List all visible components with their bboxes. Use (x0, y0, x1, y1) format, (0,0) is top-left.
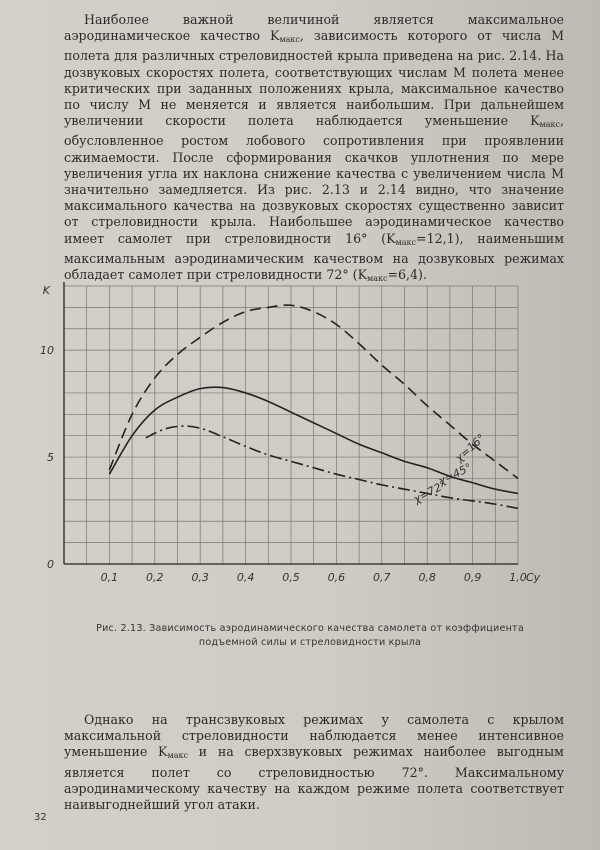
x-tick-label: 0,1 (100, 571, 119, 584)
x-axis-label: Cy (526, 571, 541, 584)
x-tick-label: 1,0 (509, 571, 527, 584)
series-label-2: χ=45° (436, 460, 474, 488)
figure-2-13-chart (30, 272, 550, 597)
y-tick-label: 10 (40, 344, 54, 358)
x-tick-label: 0,4 (236, 571, 255, 584)
x-tick-label: 0,5 (282, 571, 300, 584)
y-tick-label: 0 (47, 558, 54, 571)
paragraph-1: Наиболее важной величиной является максимальное аэродинамическое качество $K_{макс}$, зависимость которого от числа M полета для различных стреловидностей крыла приведена на рис. 2.14. На дозвуковых скоростях полета, соответствующих числам M полета менее критических при заданных положениях крыла, максимальное качество по числу M не меняется и является наибольшим. При дальнейшем увеличении скорости полета наблюдается уменьшение $K_{макс}$, обусловленное ростом лобового сопротивления при проявлении сжимаемости. После сформирования скачков уплотнения по мере увеличения угла их наклона снижение качества с увеличением числа M значительно замедляется. Из рис. 2.13 и 2.14 видно, что значение максимального качества на дозвуковых скоростях существенно зависит от стреловидности крыла. Наибольшее аэродинамическое качество имеет самолет при стреловидности 16° $(K_{макс}=12,1)$, наименьшим максимальным аэродинамическим качеством на дозвуковых режимах обладает самолет при стреловидности 72° $(K_{макс}=6,4)$. (64, 12, 564, 284)
figure-caption: Рис. 2.13. Зависимость аэродинамического качества самолета от коэффициента подъемной силы и стреловидности крыла (96, 623, 524, 648)
x-tick-label: 0,6 (327, 571, 346, 584)
x-tick-label: 0,2 (146, 571, 164, 584)
y-axis-label: K (42, 284, 50, 297)
x-tick-label: 0,7 (373, 571, 391, 584)
x-tick-label: 0,8 (418, 571, 436, 584)
y-tick-label: 5 (47, 451, 54, 465)
series-label-1: χ=16° (452, 431, 488, 465)
series-label-3: χ=72° (411, 478, 449, 507)
page-number: 32 (34, 812, 47, 823)
x-tick-label: 0,3 (191, 571, 209, 584)
x-tick-label: 0,9 (463, 571, 482, 584)
paragraph-2: Однако на трансзвуковых режимах у самолета с крылом максимальной стреловидности наблюдается менее интенсивное уменьшение $K_{макс}$ и на сверхзвуковых режимах наиболее выгодным является полет со стреловидностью 72°. Максимальному аэродинамическому качеству на каждом режиме полета соответствует наивыгоднейший угол атаки. (64, 712, 564, 813)
